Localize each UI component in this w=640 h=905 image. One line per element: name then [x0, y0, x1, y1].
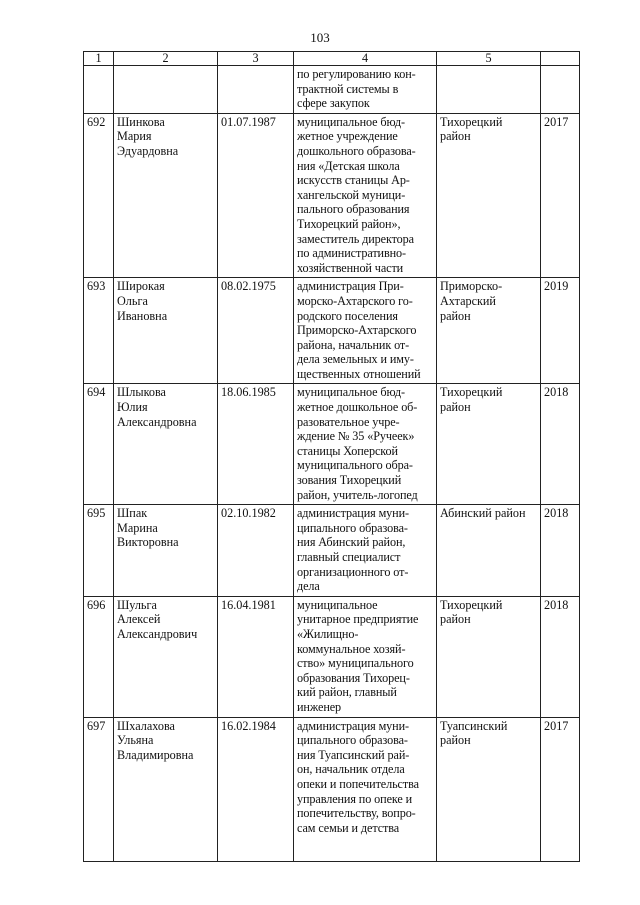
cell-region-line: Туапсинский [440, 718, 508, 733]
cell-number [84, 66, 114, 114]
register-table [83, 51, 580, 862]
column-header-2: 2 [114, 52, 218, 66]
cell-year: 2017 [541, 717, 580, 861]
cell-number: 695 [84, 505, 114, 597]
cell-position [294, 66, 437, 114]
cell-region-line: район [440, 400, 471, 415]
cell-position-line: пального образования [297, 202, 410, 217]
table-row [84, 278, 580, 384]
cell-position-line: муниципальное бюд- [297, 385, 405, 400]
cell-name [114, 596, 218, 717]
cell-name-line: Мария [117, 129, 152, 144]
cell-year: 2018 [541, 505, 580, 597]
cell-region-line: район [440, 612, 471, 627]
cell-position-line: района, начальник от- [297, 337, 410, 352]
cell-position-line: жетное учреждение [297, 129, 398, 144]
cell-position-line: «Жилищно- [297, 626, 359, 641]
cell-birth-date: 02.10.1982 [218, 505, 294, 597]
cell-name-line: Владимировна [117, 747, 194, 762]
cell-name-line: Шлыкова [117, 385, 166, 400]
cell-name [114, 66, 218, 114]
cell-number: 694 [84, 384, 114, 505]
cell-region-line: район [440, 129, 471, 144]
cell-position-line: по административно- [297, 246, 407, 261]
cell-position-line: трактной системы в [297, 81, 399, 96]
cell-position-line: ждение № 35 «Ручеек» [297, 429, 415, 444]
cell-position-line: жетное дошкольное об- [297, 400, 418, 415]
cell-name-line: Шинкова [117, 114, 165, 129]
cell-name-line: Марина [117, 520, 158, 535]
cell-birth-date [218, 66, 294, 114]
cell-birth-date: 01.07.1987 [218, 113, 294, 278]
page-number: 103 [310, 30, 330, 45]
cell-position-line: ния Туапсинский рай- [297, 747, 410, 762]
cell-region [437, 113, 541, 278]
cell-position-line: организационного от- [297, 564, 409, 579]
table-row [84, 596, 580, 717]
cell-name-line: Широкая [117, 279, 165, 294]
cell-birth-date: 16.02.1984 [218, 717, 294, 861]
cell-position-line: станицы Хоперской [297, 443, 398, 458]
column-header-5: 5 [437, 52, 541, 66]
cell-birth-date: 16.04.1981 [218, 596, 294, 717]
cell-position-line: администрация При- [297, 279, 404, 294]
cell-region-line: Ахтарский [440, 293, 496, 308]
cell-year: 2019 [541, 278, 580, 384]
cell-number: 696 [84, 596, 114, 717]
cell-number: 692 [84, 113, 114, 278]
cell-position-line: искусств станицы Ар- [297, 173, 410, 188]
continuation-row [84, 66, 580, 114]
column-header-6 [541, 52, 580, 66]
cell-position-line: заместитель директора [297, 231, 414, 246]
cell-number: 693 [84, 278, 114, 384]
cell-position-line: район, учитель-логопед [297, 487, 418, 502]
cell-region [437, 596, 541, 717]
cell-region [437, 384, 541, 505]
cell-birth-date: 08.02.1975 [218, 278, 294, 384]
cell-position-line: по регулированию кон- [297, 67, 416, 81]
cell-name-line: Викторовна [117, 535, 179, 550]
cell-year: 2017 [541, 113, 580, 278]
cell-position-line: кий район, главный [297, 685, 397, 700]
cell-region-line: Тихорецкий [440, 114, 503, 129]
cell-region-line: Тихорецкий [440, 597, 503, 612]
cell-region-line: район [440, 733, 471, 748]
cell-position-line: хозяйственной части [297, 260, 404, 275]
cell-region-line: Абинский район [440, 506, 526, 521]
column-header-4: 4 [294, 52, 437, 66]
cell-name [114, 278, 218, 384]
cell-name-line: Юлия [117, 400, 148, 415]
cell-position-line: родского поселения [297, 308, 398, 323]
cell-name-line: Ивановна [117, 308, 168, 323]
cell-name [114, 505, 218, 597]
table-row [84, 505, 580, 597]
cell-position-line: ципального образова- [297, 520, 408, 535]
cell-position-line: администрация муни- [297, 506, 409, 521]
column-header-3: 3 [218, 52, 294, 66]
cell-position-line: муниципального обра- [297, 458, 413, 473]
cell-position-line: муниципальное унитарное предприятие [297, 597, 419, 627]
column-header-1: 1 [84, 52, 114, 66]
cell-name-line: Алексей [117, 612, 161, 627]
cell-position-line: разовательное учре- [297, 414, 400, 429]
cell-position [294, 717, 437, 861]
cell-position-line: ципального образова- [297, 733, 408, 748]
cell-position-line: зования Тихорецкий [297, 473, 402, 488]
cell-position-line: инженер [297, 699, 342, 714]
cell-position-line: дошкольного образова- [297, 143, 416, 158]
cell-position-line: сфере закупок [297, 96, 370, 111]
cell-position-line: коммунальное хозяй- [297, 641, 406, 656]
cell-name [114, 113, 218, 278]
cell-position-line: главный специалист [297, 550, 401, 564]
cell-name-line: Шульга [117, 597, 157, 612]
cell-position-line: Тихорецкий район», [297, 216, 401, 231]
cell-region [437, 66, 541, 114]
table-row [84, 113, 580, 278]
cell-name-line: Ольга [117, 293, 148, 308]
cell-region-line: Тихорецкий [440, 385, 503, 400]
cell-year [541, 66, 580, 114]
cell-position-line: Приморско-Ахтарского [297, 323, 417, 338]
cell-year: 2018 [541, 596, 580, 717]
cell-name-line: Шхалахова [117, 718, 175, 733]
cell-position [294, 596, 437, 717]
cell-position-line: муниципальное бюд- [297, 114, 405, 129]
cell-position-line: дела [297, 579, 320, 594]
cell-number: 697 [84, 717, 114, 861]
cell-position [294, 113, 437, 278]
cell-name [114, 384, 218, 505]
cell-position-line: администрация муни- [297, 718, 409, 733]
cell-name-line: Ульяна [117, 733, 154, 748]
cell-position-line: он, начальник отдела [297, 762, 405, 777]
cell-position-line: управления по опеке и [297, 791, 413, 806]
cell-position-line: образования Тихорец- [297, 670, 410, 685]
cell-region-line: район [440, 308, 471, 323]
cell-name-line: Шпак [117, 506, 148, 521]
cell-position-line: ство» муниципального [297, 656, 414, 671]
cell-position-line: ния Абинский район, [297, 535, 406, 550]
cell-name-line: Эдуардовна [117, 143, 179, 158]
cell-position-line: хангельской муници- [297, 187, 406, 202]
header-row [84, 52, 580, 66]
cell-position-line: попечительству, вопро- [297, 806, 416, 821]
cell-year: 2018 [541, 384, 580, 505]
cell-position-line: дела земельных и иму- [297, 352, 414, 367]
cell-position [294, 384, 437, 505]
cell-position-line: сам семьи и детства [297, 820, 400, 835]
cell-name [114, 717, 218, 861]
cell-position-line: опеки и попечительства [297, 776, 419, 791]
cell-position [294, 278, 437, 384]
cell-position-line: морско-Ахтарского го- [297, 293, 413, 308]
cell-region [437, 717, 541, 861]
cell-region [437, 505, 541, 597]
cell-name-line: Александрович [117, 626, 198, 641]
cell-region [437, 278, 541, 384]
cell-position [294, 505, 437, 597]
table-row [84, 717, 580, 861]
table-body [84, 66, 580, 862]
cell-position-line: ния «Детская школа [297, 158, 400, 173]
cell-name-line: Александровна [117, 414, 197, 429]
cell-region-line: Приморско- [440, 279, 503, 294]
cell-birth-date: 18.06.1985 [218, 384, 294, 505]
table-row [84, 384, 580, 505]
cell-position-line: щественных отношений [297, 366, 421, 381]
